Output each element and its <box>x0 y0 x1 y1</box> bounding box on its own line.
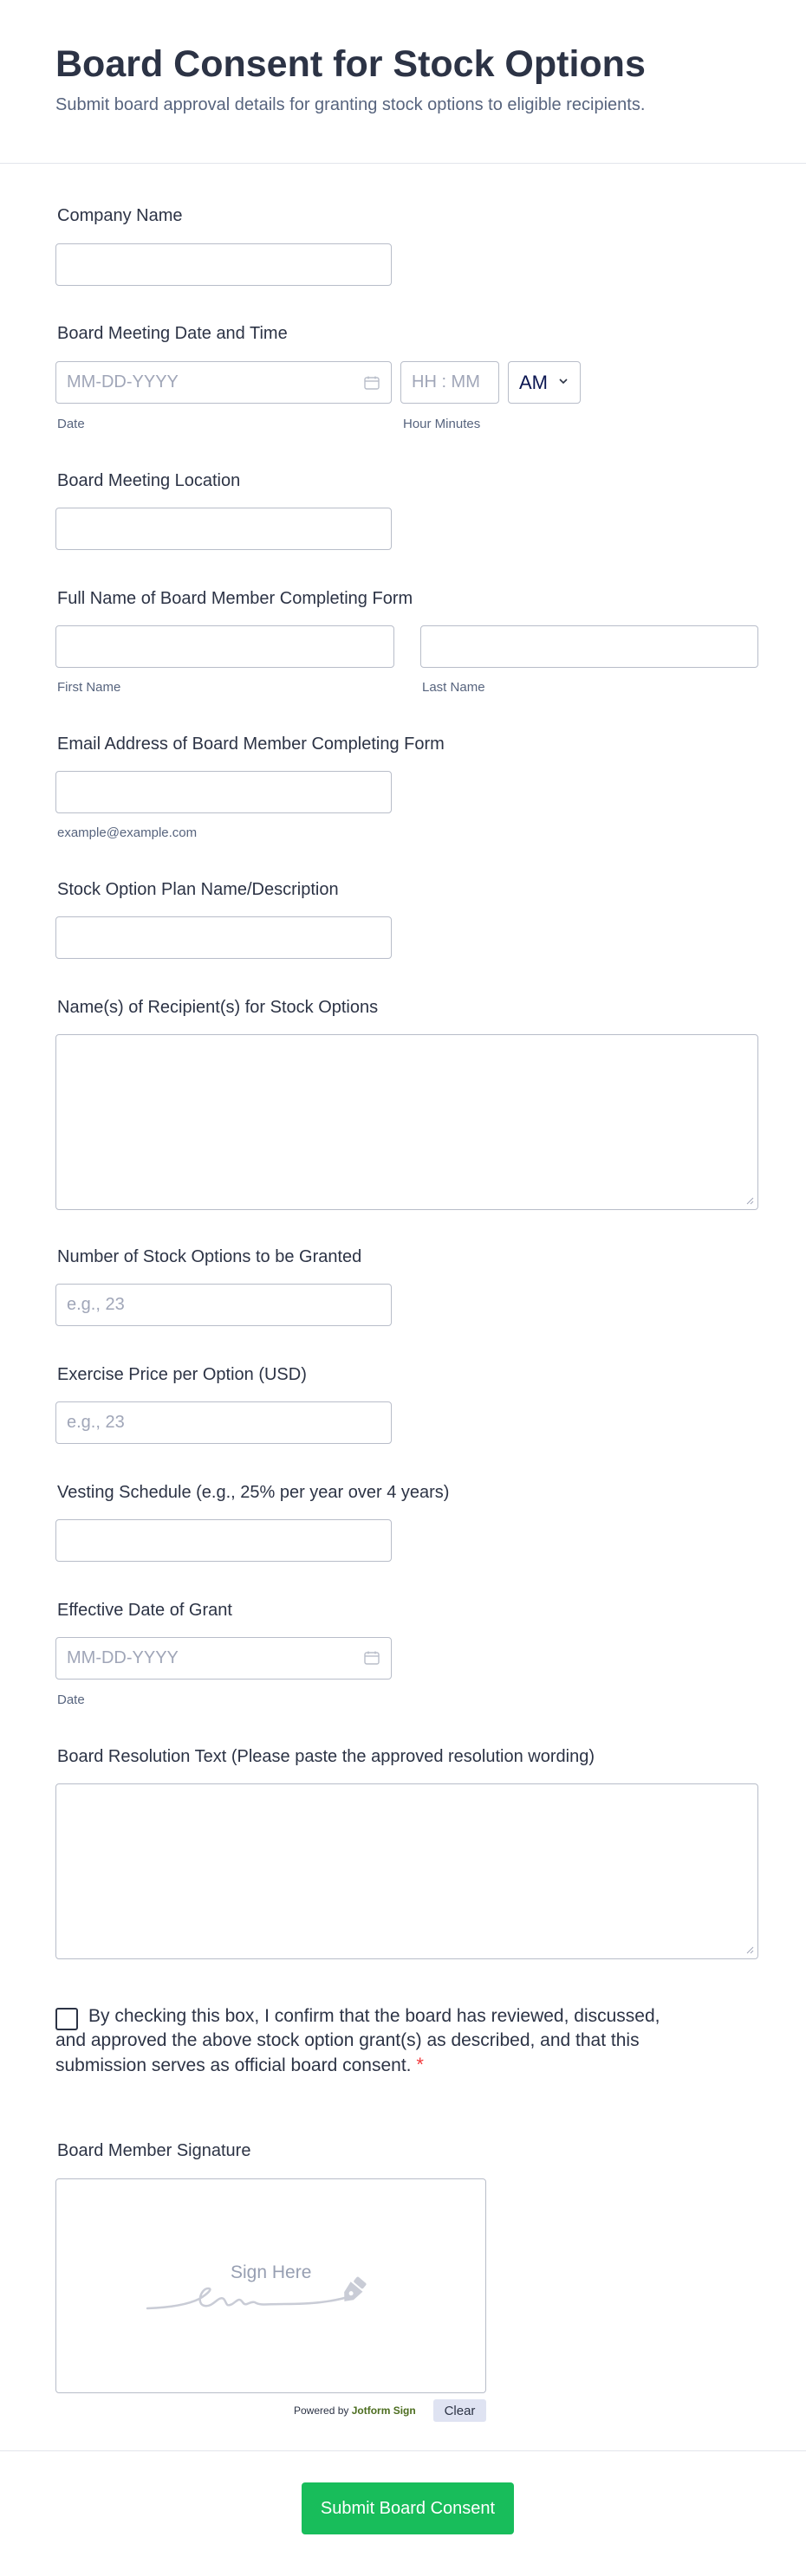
company-name-input[interactable] <box>55 243 392 286</box>
last-name-sublabel: Last Name <box>422 680 485 695</box>
powered-by-text <box>294 2404 416 2417</box>
page-subtitle: Submit board approval details for granting stock options to eligible recipients. <box>55 95 646 114</box>
first-name-sublabel: First Name <box>57 680 121 695</box>
exercise-price-label: Exercise Price per Option (USD) <box>57 1365 307 1384</box>
full-name-label: Full Name of Board Member Completing Form <box>57 589 413 608</box>
resolution-label: Board Resolution Text (Please paste the approved resolution wording) <box>57 1747 595 1766</box>
email-input[interactable] <box>55 771 392 813</box>
last-name-input[interactable] <box>420 625 758 668</box>
sign-here-placeholder: Sign Here <box>231 2262 312 2282</box>
meeting-date-sublabel: Date <box>57 417 85 431</box>
email-sublabel: example@example.com <box>57 825 198 840</box>
resolution-textarea[interactable] <box>55 1783 758 1959</box>
first-name-input[interactable] <box>55 625 394 668</box>
signature-label: Board Member Signature <box>57 2141 251 2160</box>
email-label: Email Address of Board Member Completing Form <box>57 735 445 754</box>
vesting-input[interactable] <box>55 1519 392 1562</box>
num-options-label: Number of Stock Options to be Granted <box>57 1247 362 1266</box>
company-name-label: Company Name <box>57 206 183 225</box>
chevron-down-icon <box>557 375 569 387</box>
ampm-select[interactable] <box>508 361 581 404</box>
recipients-textarea[interactable] <box>55 1034 758 1210</box>
meeting-time-input[interactable] <box>400 361 499 404</box>
exercise-price-input[interactable] <box>55 1401 392 1444</box>
resize-grip-icon[interactable] <box>745 1945 754 1954</box>
meeting-location-label: Board Meeting Location <box>57 471 241 490</box>
submit-button[interactable]: Submit Board Consent <box>302 2482 514 2534</box>
page-title: Board Consent for Stock Options <box>55 43 646 85</box>
plan-name-input[interactable] <box>55 916 392 959</box>
meeting-date-input[interactable] <box>55 361 392 404</box>
consent-text-block <box>55 2004 679 2078</box>
clear-signature-button[interactable]: Clear <box>433 2399 486 2422</box>
effective-date-label: Effective Date of Grant <box>57 1601 232 1620</box>
consent-text: By checking this box, I confirm that the board has reviewed, discussed, and approved the above stock option grant(s) as described, and that this submission serves as official board consent. <box>55 2006 660 2075</box>
required-mark: * <box>416 2054 424 2075</box>
plan-name-label: Stock Option Plan Name/Description <box>57 880 339 899</box>
meeting-datetime-label: Board Meeting Date and Time <box>57 324 288 343</box>
calendar-icon[interactable] <box>364 376 380 390</box>
num-options-input[interactable] <box>55 1284 392 1326</box>
powered-by-prefix: Powered by <box>294 2404 349 2417</box>
meeting-time-sublabel: Hour Minutes <box>403 417 481 431</box>
effective-date-sublabel: Date <box>57 1693 85 1707</box>
ampm-value: AM <box>519 371 548 393</box>
resize-grip-icon[interactable] <box>745 1196 754 1205</box>
form-header <box>0 0 806 164</box>
recipients-label: Name(s) of Recipient(s) for Stock Options <box>57 998 379 1017</box>
calendar-icon[interactable] <box>364 1651 380 1665</box>
footer-divider <box>0 2450 806 2451</box>
vesting-label: Vesting Schedule (e.g., 25% per year over 4 years) <box>57 1483 450 1502</box>
consent-checkbox[interactable] <box>55 2008 78 2030</box>
effective-date-input[interactable] <box>55 1637 392 1680</box>
meeting-location-input[interactable] <box>55 508 392 550</box>
powered-by-brand: Jotform Sign <box>351 2404 416 2417</box>
